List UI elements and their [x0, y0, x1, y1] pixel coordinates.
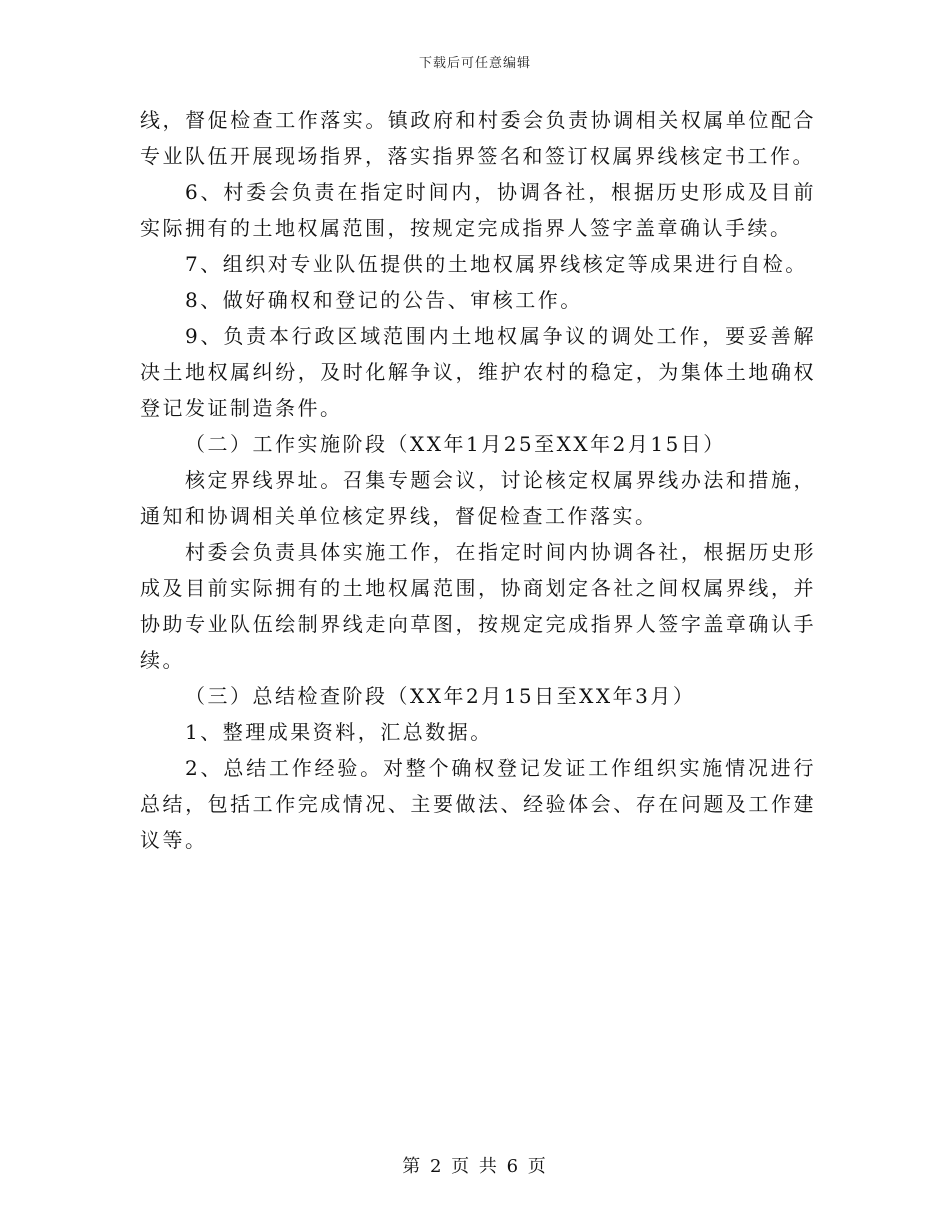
section-heading-3: （三）总结检查阶段（XX年2月15日至XX年3月） — [185, 684, 696, 708]
paragraph-11: 2、总结工作经验。对整个确权登记发证工作组织实施情况进行总结，包括工作完成情况、主要做法、经验体会、存在问题及工作建议等。 — [140, 756, 816, 852]
paragraph-10: 1、整理成果资料，汇总数据。 — [185, 720, 493, 744]
page-header: 下载后可任意编辑 — [418, 56, 531, 71]
paragraph-5: 9、负责本行政区域范围内土地权属争议的调处工作，要妥善解决土地权属纠纷，及时化解争议，维护农村的稳定，为集体土地确权登记发证制造条件。 — [140, 324, 816, 420]
document-body — [140, 102, 816, 858]
section-heading-2: （二）工作实施阶段（XX年1月25至XX年2月15日） — [185, 432, 726, 456]
paragraph-8: 村委会负责具体实施工作，在指定时间内协调各社，根据历史形成及目前实际拥有的土地权属范围，协商划定各社之间权属界线，并协助专业队伍绘制界线走向草图，按规定完成指界人签字盖章确认手续。 — [140, 540, 816, 672]
paragraph-2: 6、村委会负责在指定时间内，协调各社，根据历史形成及目前实际拥有的土地权属范围，按规定完成指界人签字盖章确认手续。 — [140, 180, 816, 240]
paragraph-4: 8、做好确权和登记的公告、审核工作。 — [185, 288, 583, 312]
paragraph-3: 7、组织对专业队伍提供的土地权属界线核定等成果进行自检。 — [185, 252, 808, 276]
paragraph-1: 线，督促检查工作落实。镇政府和村委会负责协调相关权属单位配合专业队伍开展现场指界，落实指界签名和签订权属界线核定书工作。 — [140, 108, 816, 168]
page-footer: 第 2 页 共 6 页 — [402, 1156, 548, 1177]
paragraph-7: 核定界线界址。召集专题会议，讨论核定权属界线办法和措施，通知和协调相关单位核定界线，督促检查工作落实。 — [140, 468, 816, 528]
